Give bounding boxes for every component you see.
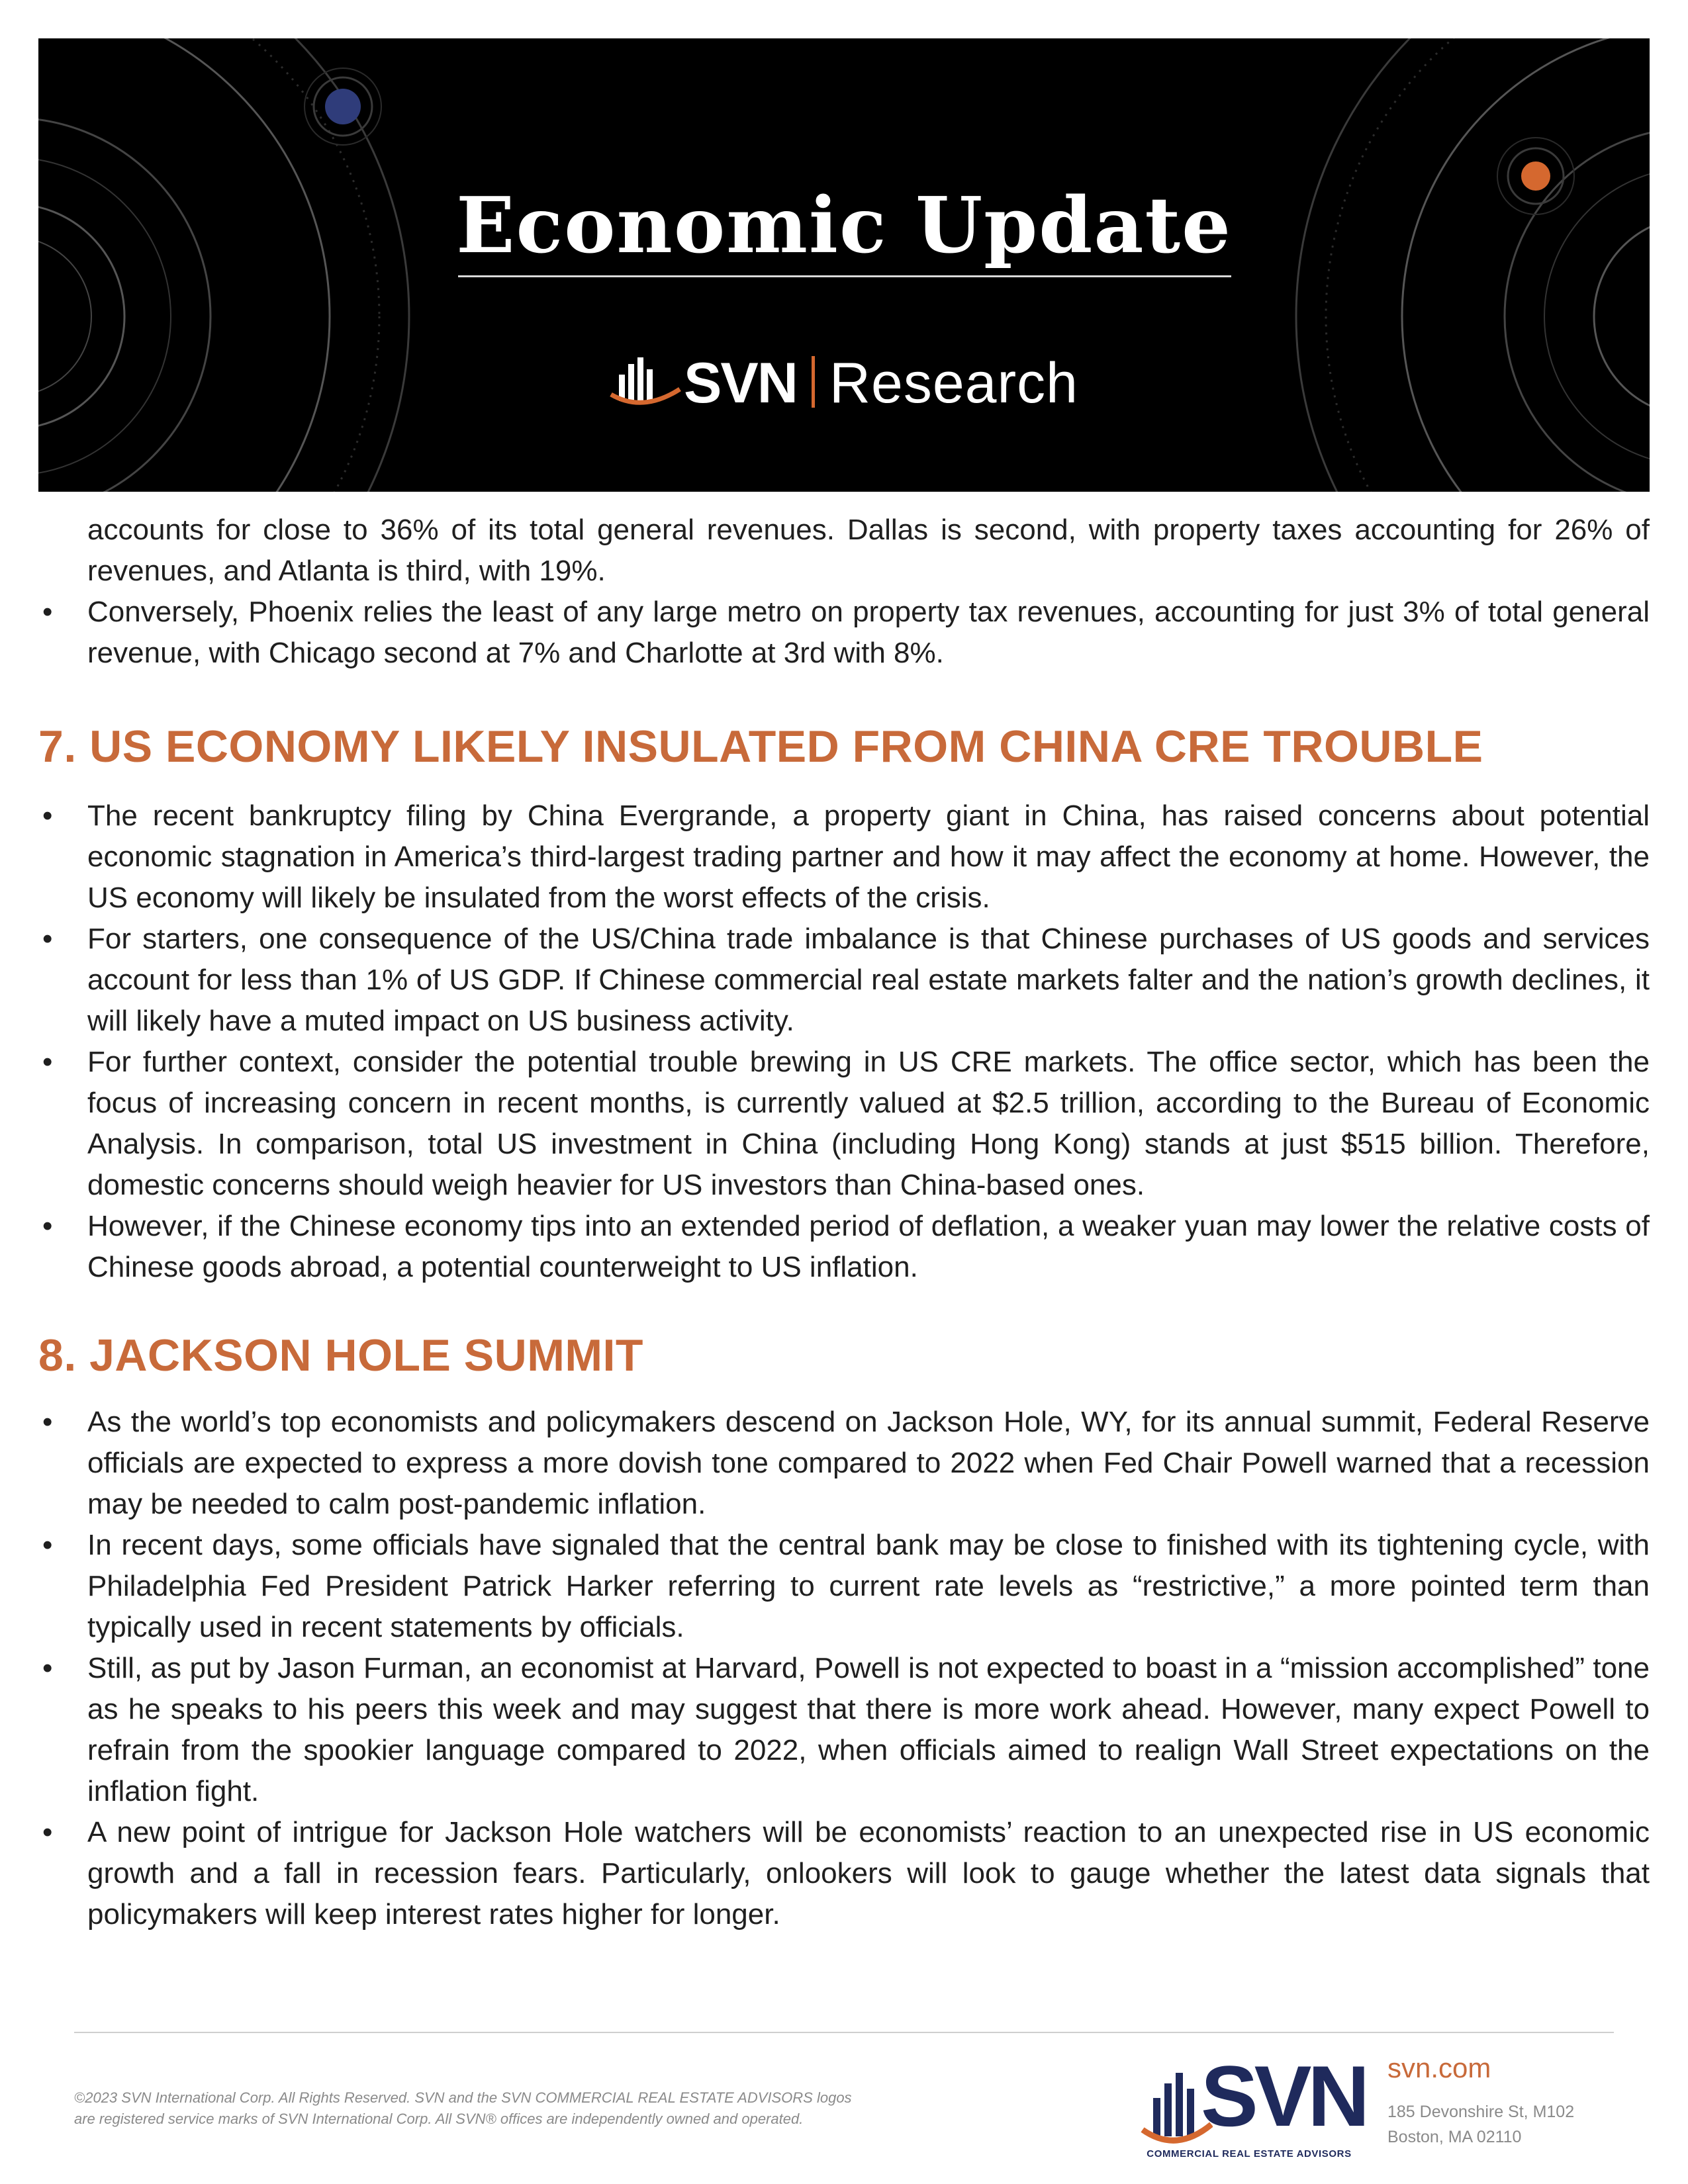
list-item [38, 1042, 1650, 1206]
copyright-line: ©2023 SVN International Corp. All Rights Reserved. SVN and the SVN COMMERCIAL REAL ESTATE ADVISORS logos [74, 2089, 852, 2106]
section-8-heading: 8. JACKSON HOLE SUMMIT [38, 1330, 643, 1381]
bullet-icon: • [42, 1529, 53, 1561]
contact-block [1387, 2054, 1574, 2150]
continuation-list [38, 592, 1650, 674]
bullet-icon: • [42, 923, 53, 955]
list-item-text: The recent bankruptcy filing by China Evergrande, a property giant in China, has raised concerns about potential economic stagnation in America’s third-largest trading partner and how it may affect the economy at home. However, the US economy will likely be insulated from the worst effects of the crisis. [87, 799, 1650, 914]
section-8-list [38, 1402, 1650, 1935]
section-7-heading: 7. US ECONOMY LIKELY INSULATED FROM CHINA CRE TROUBLE [38, 721, 1483, 772]
section-7-list [38, 796, 1650, 1288]
list-item-text: For further context, consider the potential trouble brewing in US CRE markets. The office sector, which has been the focus of increasing concern in recent months, is currently valued at $2.5 trillion, according to the Bureau of Economic Analysis. In comparison, total US investment in China (including Hong Kong) stands at just $515 billion. Therefore, domestic concerns should weigh heavier for US investors than China-based ones. [87, 1046, 1650, 1201]
address-line: 185 Devonshire St, M102 [1387, 2103, 1575, 2121]
bullet-icon: • [42, 1652, 53, 1684]
logo-letters: SVN [1201, 2048, 1366, 2144]
navy-planet-icon [305, 68, 381, 145]
list-item [38, 592, 1650, 674]
website-link[interactable]: svn.com [1387, 2052, 1491, 2083]
list-item [38, 919, 1650, 1042]
bullet-icon: • [42, 596, 53, 628]
brand-svn-text: SVN [684, 351, 797, 415]
list-item-text: Conversely, Phoenix relies the least of any large metro on property tax revenues, accounting for just 3% of total general revenue, with Chicago second at 7% and Charlotte at 3rd with 8%. [87, 596, 1650, 669]
brand-separator [812, 356, 815, 408]
article-body [38, 510, 1650, 1935]
list-item [38, 1525, 1650, 1648]
bullet-icon: • [42, 799, 53, 832]
svn-bars-icon [610, 355, 681, 408]
copyright-notice [74, 2087, 935, 2130]
page-title: Economic Update [456, 181, 1232, 271]
list-item-text: A new point of intrigue for Jackson Hole watchers will be economists’ reaction to an unexpected rise in US economic growth and a fall in recession fears. Particularly, onlookers will look to gauge whether the latest data signals that policymakers will keep interest rates higher for longer. [87, 1816, 1650, 1931]
svn-footer-logo [1140, 2048, 1366, 2169]
list-item [38, 1648, 1650, 1812]
list-item [38, 796, 1650, 919]
svn-research-logo [38, 351, 1650, 415]
list-item-text: For starters, one consequence of the US/China trade imbalance is that Chinese purchases of US goods and services account for less than 1% of US GDP. If Chinese commercial real estate markets falter and the nation’s growth declines, it will likely have a muted impact on US business activity. [87, 923, 1650, 1037]
list-item [38, 1402, 1650, 1525]
list-item-text: In recent days, some officials have signaled that the central bank may be close to finished with its tightening cycle, with Philadelphia Fed President Patrick Harker referring to current rate levels as “restrictive,” a more pointed term than typically used in recent statements by officials. [87, 1529, 1650, 1643]
title-divider [458, 275, 1231, 277]
logo-tagline: COMMERCIAL REAL ESTATE ADVISORS [1147, 2148, 1352, 2160]
bullet-icon: • [42, 1210, 53, 1242]
list-item-text: However, if the Chinese economy tips into an extended period of deflation, a weaker yuan may lower the relative costs of Chinese goods abroad, a potential counterweight to US inflation. [87, 1210, 1650, 1283]
copyright-line: are registered service marks of SVN International Corp. All SVN® offices are independently owned and operated. [74, 2111, 804, 2127]
list-item [38, 1812, 1650, 1935]
bullet-icon: • [42, 1816, 53, 1848]
header-banner [38, 38, 1650, 492]
address-line: Boston, MA 02110 [1387, 2128, 1522, 2146]
list-item-text: As the world’s top economists and policymakers descend on Jackson Hole, WY, for its annual summit, Federal Reserve officials are expected to express a more dovish tone compared to 2022 when Fed Chair Powell warned that a recession may be needed to calm post-pandemic inflation. [87, 1406, 1650, 1520]
continuation-paragraph: accounts for close to 36% of its total general revenues. Dallas is second, with property taxes accounting for 26% of revenues, and Atlanta is third, with 19%. [87, 514, 1650, 587]
list-item [38, 1206, 1650, 1288]
list-item-text: Still, as put by Jason Furman, an economist at Harvard, Powell is not expected to boast in a “mission accomplished” tone as he speaks to his peers this week and may suggest that there is more work ahead. However, many expect Powell to refrain from the spookier language compared to 2022, when officials aimed to realign Wall Street expectations on the inflation fight. [87, 1652, 1650, 1807]
footer-divider [74, 2032, 1614, 2033]
brand-research-text: Research [829, 351, 1078, 415]
bullet-icon: • [42, 1406, 53, 1438]
bullet-icon: • [42, 1046, 53, 1078]
